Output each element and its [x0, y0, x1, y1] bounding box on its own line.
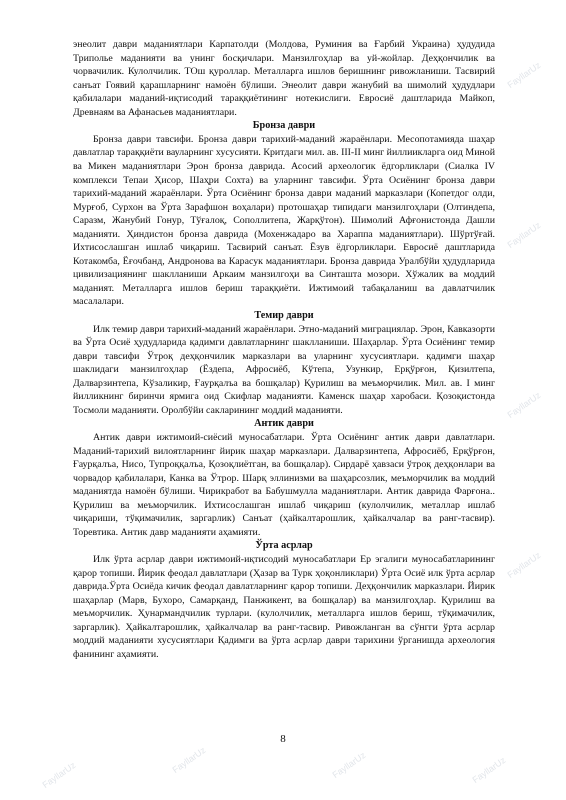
watermark: FayllarUz	[470, 755, 508, 785]
middle-ages-paragraph: Илк ўрта асрлар даври ижтимоий-иқтисодий муносабатлари Ер эгалиги муносабатларининг қарор топиши. Йирик феодал давлатлари (Ҳазар ва Турк ҳоқонликлари) Ўрта Осиё илк ўрта асрлар даврида.Ўрта Осиёда кичик феодал давлатларнинг қарор топиши. Деҳқончилик марказлари. Йирик шаҳарлар (Марв, Бухоро, Самарқанд, Панжикент, ва бошқалар) ва манзилгоҳлар. Қурилиш ва меъморчилик. Ҳунармандчилик турлари. (кулолчилик, металларга ишлов бериш, тўқимачилик, заргарлик). Ҳайкалтарошлик, ҳайкалчалар ва ранг-тасвир. Ривожланган ва сўнгги ўрта асрлар моддий маданияти хусусиятлари Қадимги ва ўрта асрлар даври тарихини ўрганишда археология фанининг аҳамияти.	[73, 553, 495, 660]
intro-paragraph: энеолит даври маданиятлари Карпатолди (Молдова, Руминия ва Ғарбий Украина) ҳудудида Триполье маданияти ва унинг босқичлари. Манзилгоҳлар ва уй-жойлар. Деҳқончилик ва чорвачилик. Кулолчилик. ТОш қуроллар. Металларга ишлов беришнинг ривожланиши. Тасвирий санъат Гоявий қарашларнинг намоён бўлиши. Энеолит даври жанубий ва шимолий ҳудудлари қабилалари маданий-иқтисодий тараққиётининг нотекислиги. Евросиё даштларида Майкоп, Древнаям ва Афанасьев маданиятлари.	[73, 39, 495, 118]
bronze-age-paragraph: Бронза даври тавсифи. Бронза даври тарихий-маданий жараёнлари. Месопотамияда шаҳар давлатлар тараққиёти вауларнинг хусусияти. Критдаги мил. ав. III-II минг йиллиикларга оид Миной ва Микен маданиятлари Эрон бронза даврида. Асосий археологик ёдгорликлари (Сиалка IV комплекси Тепаи Ҳисор, Шаҳри Сохта) ва уларнинг тавсифи. Ўрта Осиёнинг бронза даври тарихий-маданий жараёнлари. Ўрта Осиёнинг бронза даври маданий марказлари (Копетдог олди, Мурғоб, Сурхон ва Ўрта Зарафшон воҳалари) протошаҳар типидаги манзилгоҳлари (Олтиндепа, Саразм, Жанубий Гонур, Тўғалоқ, Сополлитепа, Жарқўтон). Шимолий Афғонистонда Дашли маданияти. Ҳиндистон бронза даврида (Мохенжадаро ва Хараппа маданиятлари). Шўртўғай. Ихтисослашган ишлаб чиқариш. Тасвирий санъат. Ёзув ёдгорликлари. Евросиё даштларида Котакомба, Ёғочбанд, Андронова ва Карасук маданиятлари. Бронза даврида Уралбўйи ҳудудларида цивилизациянинг шаклланиши Аркаим манзилгоҳи ва Синташта мозори. Хўжалик ва моддий маданият. Металларга ишлов бериш тараққиёти. Ижтимоий табақаланиш ва давлатчилик масалалари.	[73, 133, 495, 308]
watermark: FayllarUz	[505, 390, 543, 420]
watermark: FayllarUz	[505, 550, 543, 580]
watermark: FayllarUz	[505, 220, 543, 250]
watermark: FayllarUz	[170, 745, 208, 775]
watermark: FayllarUz	[505, 60, 543, 90]
watermark: FayllarUz	[40, 760, 78, 790]
iron-age-paragraph: Илк темир даври тарихий-маданий жараёнлари. Этно-маданий миграциялар. Эрон, Кавказорти ва Ўрта Осиё ҳудудларида қадимги давлатларнинг шаклланиши. Шаҳарлар. Ўрта Осиёнинг темир даври тавсифи Ўтроқ деҳқончилик марказлари ва уларнинг хусусиятлари. қадимги шаҳар шаклидаги манзилгоҳлар (Ёздепа, Афросиёб, Кўтепа, Узункир, Ерқўрғон, Қизилтепа, Далварзинтепа, Кўзаликир, Ғаурқалъа ва бошқалар) Қурилиш ва меъморчилик. Мил. ав. I минг йилликнинг биринчи ярмига оид Скифлар маданияти. Каменск шаҳар харобаси. Қозоқистонда Тосмоли маданияти. Оролбўйи сакларининг моддий маданияти.	[73, 323, 495, 416]
antique-period-paragraph: Антик даври ижтимоий-сиёсий муносабатлари. Ўрта Осиёнинг антик даври давлатлари. Маданий-тарихий вилоятларнинг йирик шаҳар марказлари. Далварзинтепа, Афросиёб, Ерқўрғон, Ғаурқалъа, Нисо, Тупроққалъа, Қозоқлиётган, ва бошқалар). Сирдарё ҳавзаси ўтроқ деҳқонлари ва чорвадор қабилалари, Канка ва Ўтрор. Шарқ эллинизми ва шаҳарсозлик, меъморчилик ва моддий маданиятда намоён бўлиши. Чирикработ ва Бабушмулла маданиятлари. Антик даврида Фарғона.. Қурилиш ва меъморчилик. Ихтисослашган ишлаб чиқариш (кулолчилик, металлар ишлаб чиқариши, тўқимачилик, заргарлик) Санъат (ҳайкалтарошлик, ҳайкалчалар ва ранг-тасвир). Торевтика. Антик давр маданияти аҳамияти.	[73, 432, 495, 538]
page-body	[73, 38, 495, 661]
section-heading-middle-ages: Ўрта асрлар	[255, 540, 313, 552]
page-number: 8	[280, 733, 286, 745]
section-heading-antique-period: Антик даври	[254, 418, 314, 430]
section-heading-iron-age: Темир даври	[254, 309, 314, 321]
section-heading-bronze-age: Бронза даври	[252, 120, 316, 132]
watermark: FayllarUz	[330, 750, 368, 780]
